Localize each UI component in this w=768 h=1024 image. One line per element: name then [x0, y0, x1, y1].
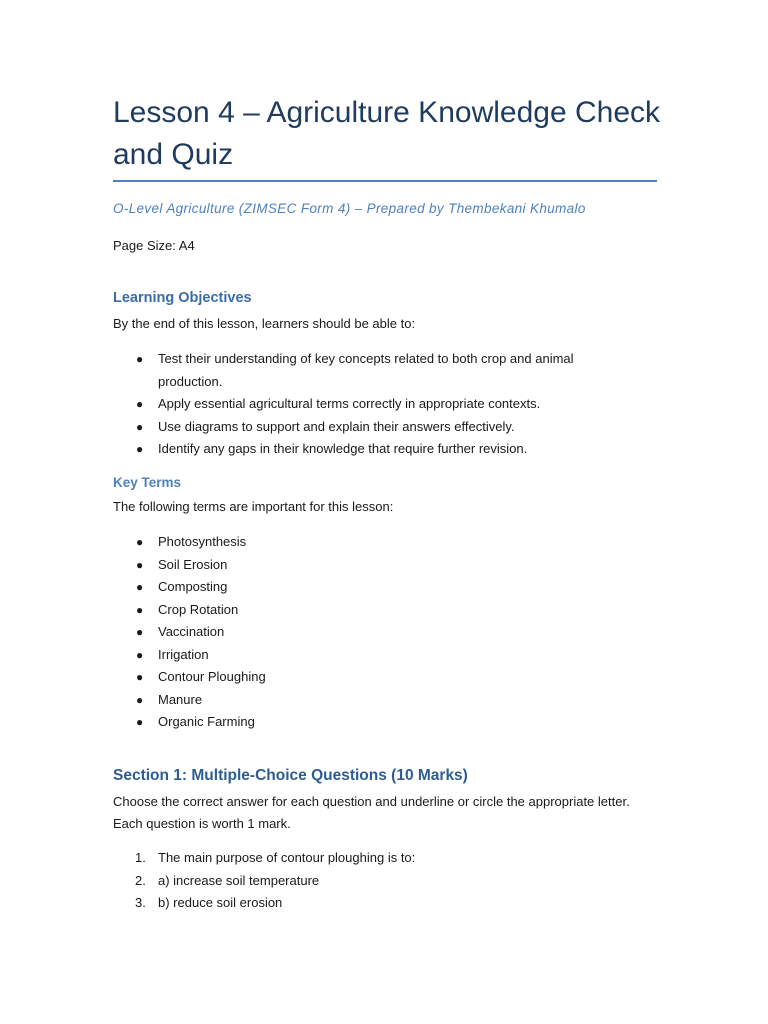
page-size-note: Page Size: A4: [113, 238, 195, 253]
page-title: Lesson 4 – Agriculture Knowledge Check and Quiz: [113, 96, 661, 171]
objective-item-text: Test their understanding of key concepts related to both crop and animal production.: [158, 351, 574, 389]
objective-item-text: Identify any gaps in their knowledge that require further revision.: [158, 441, 528, 456]
key-term-item: [113, 621, 633, 644]
objective-item: [113, 438, 633, 461]
key-term-item: [113, 576, 633, 599]
title-underline: [113, 180, 657, 182]
key-terms-intro: The following terms are important for this lesson:: [113, 499, 394, 514]
key-term-item: [113, 554, 633, 577]
bullet-icon: ●: [136, 419, 144, 434]
objective-item: [113, 348, 633, 393]
key-terms-list: [113, 531, 633, 734]
question-number: 3.: [135, 895, 146, 910]
key-term-item-text: Soil Erosion: [158, 556, 228, 572]
objective-item-text: Apply essential agricultural terms correctly in appropriate contexts.: [158, 396, 541, 411]
key-term-item: [113, 689, 633, 712]
bullet-icon: ●: [136, 625, 144, 639]
bullet-icon: ●: [136, 692, 144, 707]
question-text: a) increase soil temperature: [158, 872, 320, 888]
key-term-item-text: Irrigation: [158, 646, 209, 662]
question-number: 1.: [135, 850, 146, 865]
question-number: 2.: [135, 872, 146, 888]
question-item: [113, 892, 633, 915]
learning-objectives-heading: Learning Objectives: [113, 290, 252, 306]
objective-item: [113, 416, 633, 439]
objective-item-text: Use diagrams to support and explain their answers effectively.: [158, 418, 515, 434]
bullet-icon: ●: [136, 715, 144, 729]
bullet-icon: ●: [136, 397, 144, 411]
bullet-icon: ●: [136, 352, 144, 366]
key-term-item: [113, 711, 633, 734]
objective-item: [113, 393, 633, 416]
section1-intro: Choose the correct answer for each question and underline or circle the appropriate letter. Each question is worth 1 mark.: [113, 794, 630, 831]
section1-heading: Section 1: Multiple-Choice Questions (10 Marks): [113, 767, 468, 784]
key-term-item-text: Contour Ploughing: [158, 669, 266, 684]
question-item: [113, 847, 633, 870]
key-term-item-text: Vaccination: [158, 624, 225, 639]
key-term-item-text: Photosynthesis: [158, 534, 247, 549]
question-text: b) reduce soil erosion: [158, 895, 283, 910]
key-term-item: [113, 531, 633, 554]
key-terms-heading: Key Terms: [113, 475, 182, 490]
key-term-item-text: Crop Rotation: [158, 601, 239, 617]
key-term-item: [113, 666, 633, 689]
key-term-item-text: Organic Farming: [158, 714, 255, 729]
key-term-item: [113, 599, 633, 622]
section1-question-list: [113, 847, 633, 915]
bullet-icon: ●: [136, 535, 144, 549]
bullet-icon: ●: [136, 647, 144, 662]
bullet-icon: ●: [136, 670, 144, 684]
bullet-icon: ●: [136, 442, 144, 456]
question-item: [113, 870, 633, 893]
bullet-icon: ●: [136, 602, 144, 617]
key-term-item-text: Manure: [158, 691, 203, 707]
key-term-item-text: Composting: [158, 579, 228, 594]
document-subtitle: O-Level Agriculture (ZIMSEC Form 4) – Prepared by Thembekani Khumalo: [113, 201, 586, 216]
learning-objectives-intro: By the end of this lesson, learners should be able to:: [113, 316, 416, 331]
bullet-icon: ●: [136, 580, 144, 594]
key-term-item: [113, 644, 633, 667]
learning-objectives-list: [113, 348, 633, 461]
question-text: The main purpose of contour ploughing is to:: [158, 850, 416, 865]
bullet-icon: ●: [136, 557, 144, 572]
